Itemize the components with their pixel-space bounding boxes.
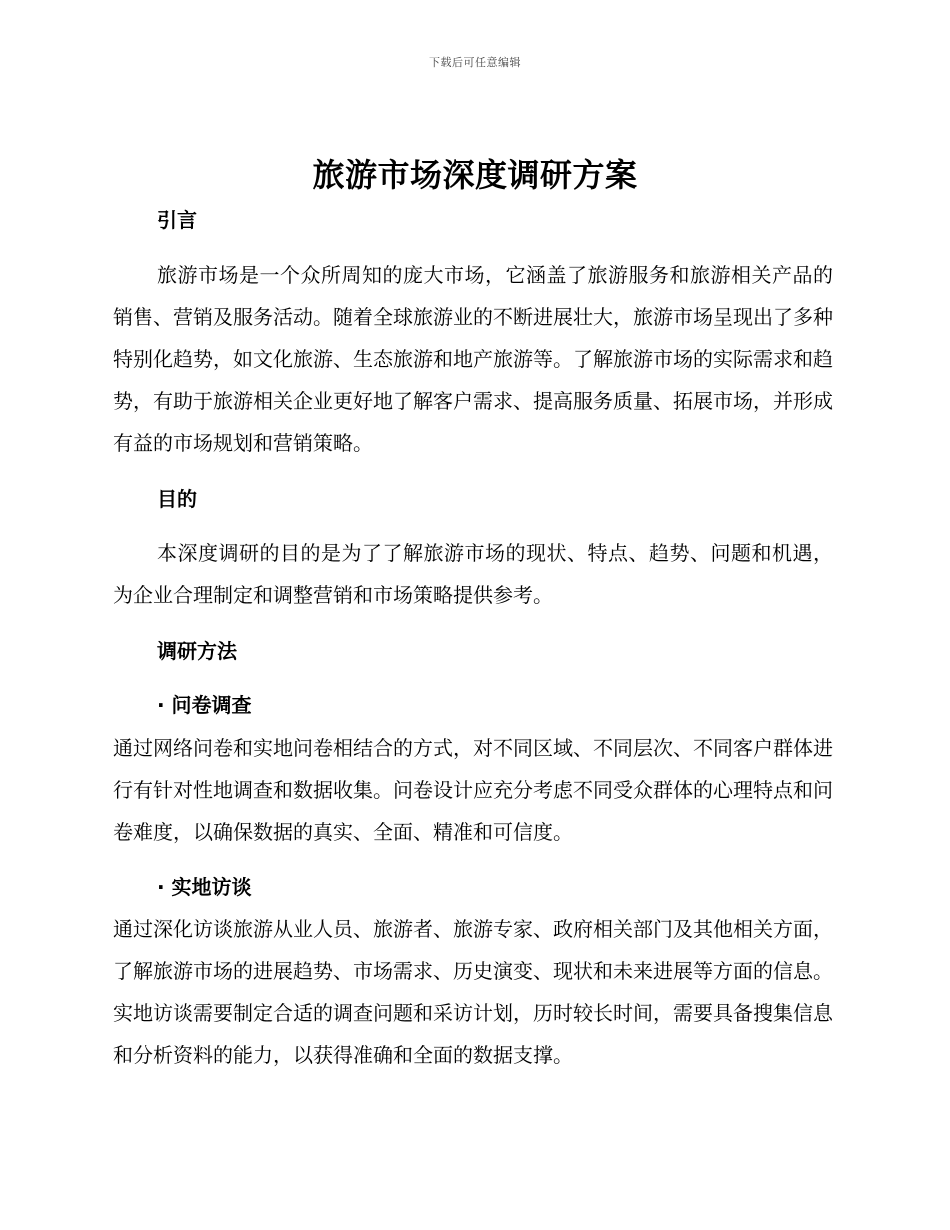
subheading-interview: · 实地访谈 xyxy=(157,875,252,899)
section-body-intro xyxy=(113,254,833,464)
section-body-survey xyxy=(113,727,833,853)
interview-paragraph: 通过深化访谈旅游从业人员、旅游者、旅游专家、政府相关部门及其他相关方面，了解旅游市场的进展趋势、市场需求、历史演变、现状和未来进展等方面的信息。实地访谈需要制定合适的调查问题和采访计划，历时较长时间，需要具备搜集信息和分析资料的能力，以获得准确和全面的数据支撑。 xyxy=(113,917,833,1067)
section-body-interview xyxy=(113,908,833,1076)
header-note: 下载后可任意编辑 xyxy=(429,56,521,69)
document-title: 旅游市场深度调研方案 xyxy=(312,156,638,194)
subheading-survey: · 问卷调查 xyxy=(157,693,252,717)
section-heading-intro: 引言 xyxy=(157,208,197,232)
intro-paragraph: 旅游市场是一个众所周知的庞大市场，它涵盖了旅游服务和旅游相关产品的销售、营销及服务活动。随着全球旅游业的不断进展壮大，旅游市场呈现出了多种特别化趋势，如文化旅游、生态旅游和地产旅游等。了解旅游市场的实际需求和趋势，有助于旅游相关企业更好地了解客户需求、提高服务质量、拓展市场，并形成有益的市场规划和营销策略。 xyxy=(113,263,833,455)
section-body-purpose xyxy=(113,532,833,616)
survey-paragraph: 通过网络问卷和实地问卷相结合的方式，对不同区域、不同层次、不同客户群体进行有针对性地调查和数据收集。问卷设计应充分考虑不同受众群体的心理特点和问卷难度，以确保数据的真实、全面、精准和可信度。 xyxy=(113,736,833,844)
section-heading-methods: 调研方法 xyxy=(157,639,237,663)
purpose-paragraph: 本深度调研的目的是为了了解旅游市场的现状、特点、趋势、问题和机遇，为企业合理制定和调整营销和市场策略提供参考。 xyxy=(113,541,833,607)
section-heading-purpose: 目的 xyxy=(157,487,197,511)
